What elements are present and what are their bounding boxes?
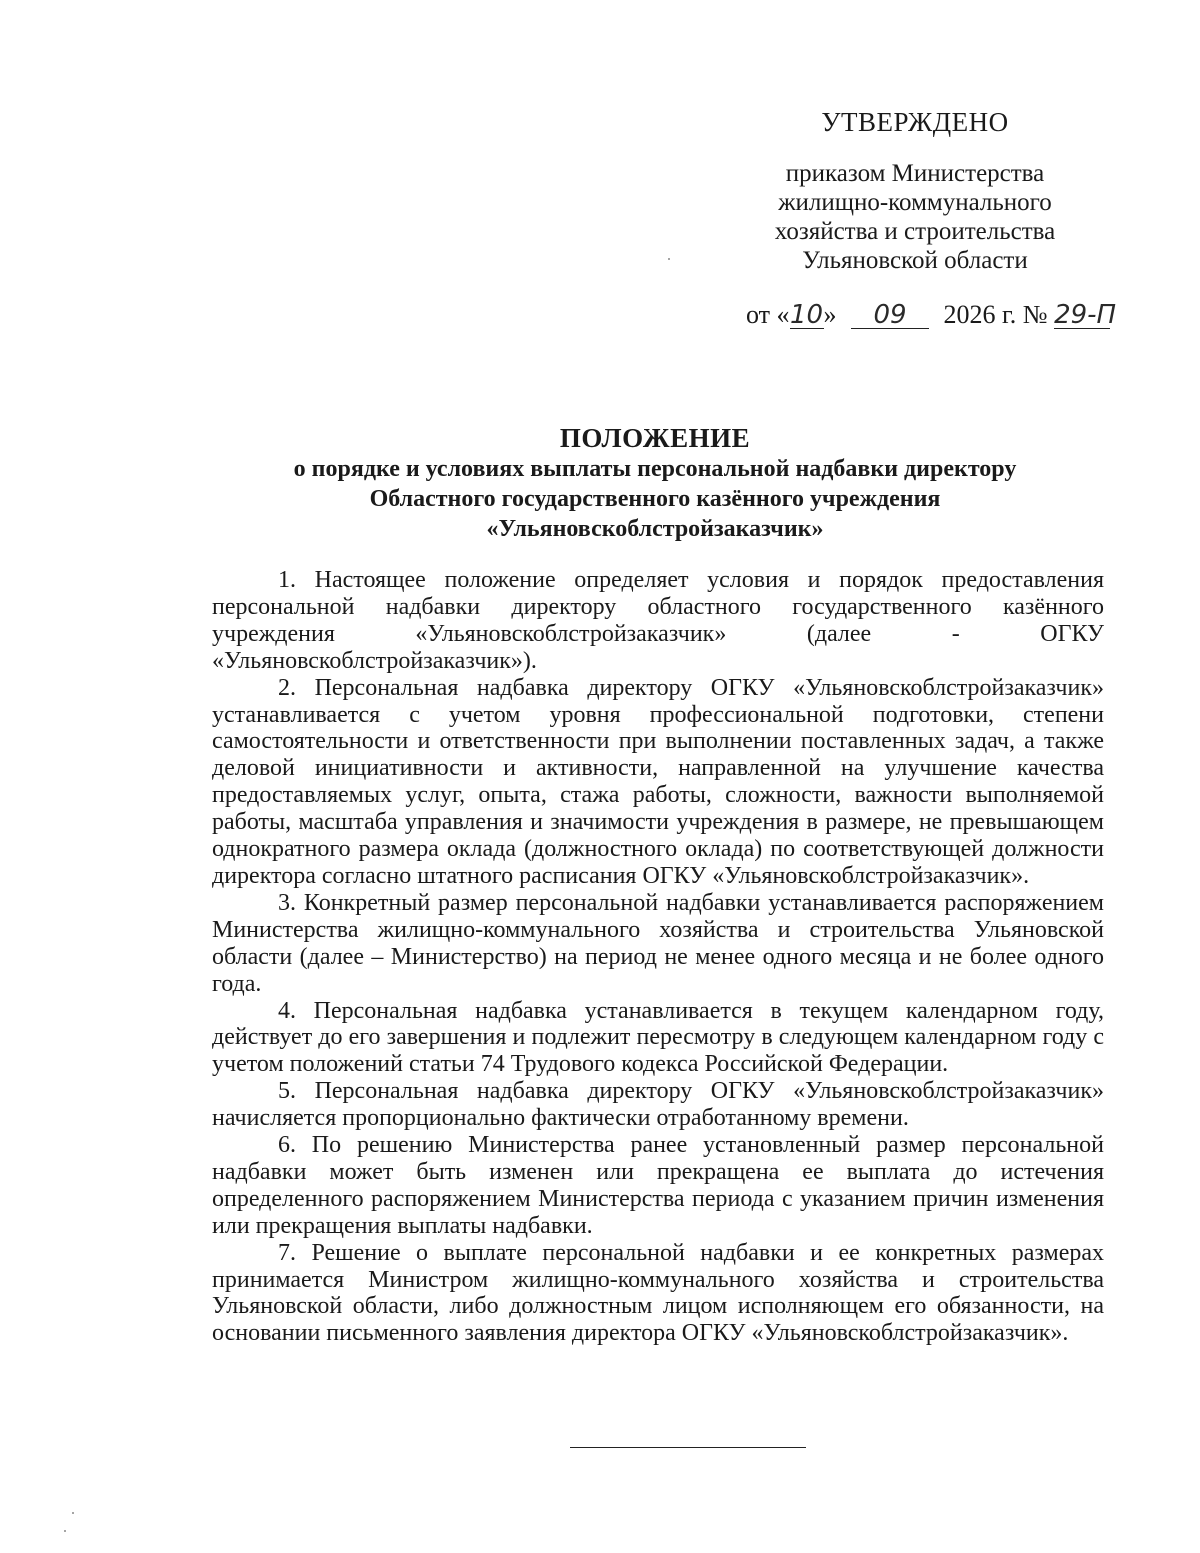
- scan-speck: [64, 1530, 66, 1532]
- approval-line-4: Ульяновской области: [802, 247, 1028, 274]
- title-sub-line-3: «Ульяновскоблстройзаказчик»: [486, 516, 824, 542]
- paragraph-5: 5. Персональная надбавка директору ОГКУ «Ульяновскоблстройзаказчик» начисляется пропорционально фактически отработанному времени.: [212, 1078, 1104, 1132]
- approval-block: [760, 108, 1070, 275]
- order-month-handwritten: 09: [851, 302, 929, 329]
- scan-speck: [668, 258, 670, 260]
- paragraph-6: 6. По решению Министерства ранее установленный размер персональной надбавки может быть изменен или прекращена ее выплата до истечения определенного распоряжением Министерства периода с указанием причин изменения или прекращения выплаты надбавки.: [212, 1132, 1104, 1239]
- title-sub-line-2: Областного государственного казённого учреждения: [369, 486, 941, 512]
- approval-line-2: жилищно-коммунального: [778, 189, 1052, 216]
- order-number-handwritten: 29-П: [1054, 300, 1117, 330]
- approval-line-1: приказом Министерства: [785, 160, 1045, 187]
- order-year-text: 2026 г. №: [943, 300, 1048, 329]
- paragraph-3: 3. Конкретный размер персональной надбавки устанавливается распоряжением Министерства жилищно-коммунального хозяйства и строительства Ульяновской области (далее – Министерство) на период не менее одного месяца и не более одного года.: [212, 889, 1104, 997]
- title-sub-line-1: о порядке и условиях выплаты персональной надбавки директору: [293, 456, 1017, 482]
- approved-heading: УТВЕРЖДЕНО: [821, 107, 1009, 137]
- paragraph-7: 7. Решение о выплате персональной надбавки и ее конкретных размерах принимается Министром жилищно-коммунального хозяйства и строительства Ульяновской области, либо должностным лицом исполняющем его обязанности, на основании письменного заявления директора ОГКУ «Ульяновскоблстройзаказчик».: [212, 1239, 1104, 1347]
- paragraph-4: 4. Персональная надбавка устанавливается в текущем календарном году, действует до его завершения и подлежит пересмотру в следующем календарном году с учетом положений статьи 74 Трудового кодекса Российской Федерации.: [212, 997, 1104, 1078]
- document-title: [200, 422, 1110, 544]
- end-divider: [570, 1447, 806, 1448]
- document-body: [212, 567, 1104, 1347]
- order-day-close: »: [823, 300, 837, 329]
- order-date-number-line: [746, 300, 1117, 330]
- paragraph-1: 1. Настоящее положение определяет условия и порядок предоставления персональной надбавки директору областного государственного казённого учреждения «Ульяновскоблстройзаказчик» (далее - ОГКУ «Ульяновскоблстройзаказчик»).: [212, 567, 1104, 674]
- order-day-handwritten: 10: [789, 300, 824, 330]
- scan-speck: [72, 1512, 74, 1514]
- paragraph-2: 2. Персональная надбавка директору ОГКУ «Ульяновскоблстройзаказчик» устанавливается с учетом уровня профессиональной подготовки, степени самостоятельности и ответственности при выполнении поставленных задач, а также деловой инициативности и активности, направленной на улучшение качества предоставляемых услуг, опыта, стажа работы, сложности, важности выполняемой работы, масштаба управления и значимости учреждения в размере, не превышающем однократного размера оклада (должностного оклада) по соответствующей должности директора согласно штатного расписания ОГКУ «Ульяновскоблстройзаказчик».: [212, 674, 1104, 889]
- approval-line-3: хозяйства и строительства: [774, 218, 1056, 245]
- order-prefix: от «: [746, 300, 790, 329]
- title-main: ПОЛОЖЕНИЕ: [559, 423, 751, 453]
